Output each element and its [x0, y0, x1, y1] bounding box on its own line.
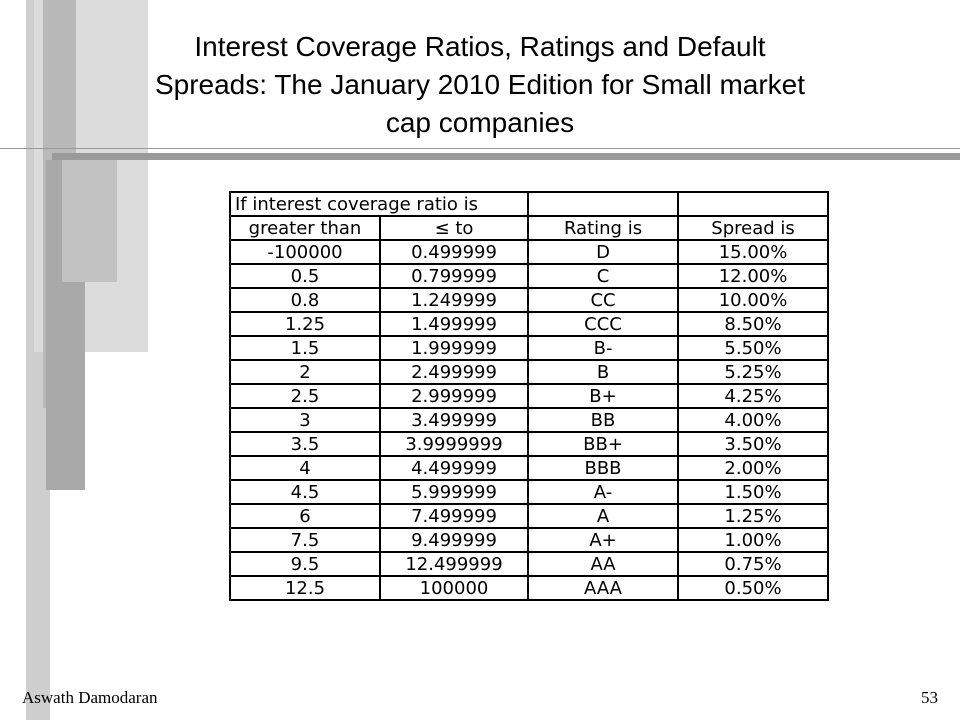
table-cell-gt: 0.5	[230, 264, 380, 288]
table-cell-le: 0.799999	[380, 264, 528, 288]
table-cell-le: 1.999999	[380, 336, 528, 360]
title-line: cap companies	[385, 107, 575, 138]
table-cell-gt: 9.5	[230, 552, 380, 576]
table-row	[230, 312, 828, 336]
table-cell-le: 0.499999	[380, 240, 528, 264]
table-cell-le: 9.499999	[380, 528, 528, 552]
table-row	[230, 408, 828, 432]
table-cell-spread: 1.00%	[678, 528, 828, 552]
table-cell-le: 5.999999	[380, 480, 528, 504]
table-cell-gt: 2	[230, 360, 380, 384]
table-row	[230, 528, 828, 552]
table-cell-spread: 2.00%	[678, 456, 828, 480]
table-cell-gt: 0.8	[230, 288, 380, 312]
table-cell-rating: BB+	[528, 432, 678, 456]
table-cell-le: 3.499999	[380, 408, 528, 432]
page-number: 53	[921, 688, 938, 707]
table-cell-spread: 10.00%	[678, 288, 828, 312]
table-cell-spread: 15.00%	[678, 240, 828, 264]
table-cell-gt: 12.5	[230, 576, 380, 600]
table-cell-gt: 1.25	[230, 312, 380, 336]
table-cell-gt: -100000	[230, 240, 380, 264]
table-cell-spread: 4.00%	[678, 408, 828, 432]
table-row	[230, 552, 828, 576]
table-cell-le: 2.499999	[380, 360, 528, 384]
table-cell-rating: A	[528, 504, 678, 528]
header-cell	[528, 192, 678, 216]
table-header-row	[230, 192, 828, 216]
header-cell: ≤ to	[380, 216, 528, 240]
table-cell-rating: D	[528, 240, 678, 264]
title-divider-thick	[52, 153, 960, 160]
table-cell-rating: A-	[528, 480, 678, 504]
table-cell-rating: CCC	[528, 312, 678, 336]
table-cell-gt: 4	[230, 456, 380, 480]
table-cell-le: 3.9999999	[380, 432, 528, 456]
table-cell-le: 2.999999	[380, 384, 528, 408]
table-cell-rating: A+	[528, 528, 678, 552]
table-cell-gt: 4.5	[230, 480, 380, 504]
footer-author: Aswath Damodaran	[22, 688, 158, 707]
table-cell-spread: 8.50%	[678, 312, 828, 336]
table-cell-le: 4.499999	[380, 456, 528, 480]
table-cell-rating: AA	[528, 552, 678, 576]
table-cell-le: 1.249999	[380, 288, 528, 312]
table-cell-rating: C	[528, 264, 678, 288]
table-cell-spread: 3.50%	[678, 432, 828, 456]
header-cell	[678, 192, 828, 216]
table-row	[230, 288, 828, 312]
table-cell-spread: 5.50%	[678, 336, 828, 360]
table-cell-rating: B+	[528, 384, 678, 408]
table-cell-spread: 0.50%	[678, 576, 828, 600]
table-cell-le: 1.499999	[380, 312, 528, 336]
decor-bar	[62, 160, 117, 282]
header-cell: greater than	[230, 216, 380, 240]
table-row	[230, 384, 828, 408]
table-row	[230, 456, 828, 480]
table-cell-le: 12.499999	[380, 552, 528, 576]
title-line: Interest Coverage Ratios, Ratings and Default	[194, 31, 766, 62]
table-cell-gt: 3	[230, 408, 380, 432]
table-cell-rating: BB	[528, 408, 678, 432]
table-cell-rating: B	[528, 360, 678, 384]
table-cell-gt: 6	[230, 504, 380, 528]
table-cell-spread: 1.50%	[678, 480, 828, 504]
table-cell-le: 100000	[380, 576, 528, 600]
table-cell-rating: BBB	[528, 456, 678, 480]
table-row	[230, 576, 828, 600]
table-cell-rating: CC	[528, 288, 678, 312]
table-row	[230, 240, 828, 264]
table-cell-le: 7.499999	[380, 504, 528, 528]
table-row	[230, 336, 828, 360]
table-cell-rating: AAA	[528, 576, 678, 600]
table-cell-gt: 3.5	[230, 432, 380, 456]
table-row	[230, 264, 828, 288]
title-line: Spreads: The January 2010 Edition for Small market	[154, 69, 806, 100]
table-row	[230, 504, 828, 528]
coverage-rating-table	[229, 191, 829, 601]
table-cell-spread: 1.25%	[678, 504, 828, 528]
table-row	[230, 360, 828, 384]
table-cell-spread: 12.00%	[678, 264, 828, 288]
header-cell: Spread is	[678, 216, 828, 240]
header-cell: If interest coverage ratio is	[230, 192, 528, 216]
table-cell-rating: B-	[528, 336, 678, 360]
title-divider	[0, 148, 960, 149]
table-row	[230, 480, 828, 504]
table-header-row	[230, 216, 828, 240]
header-cell: Rating is	[528, 216, 678, 240]
table-cell-spread: 5.25%	[678, 360, 828, 384]
table-cell-gt: 7.5	[230, 528, 380, 552]
table-row	[230, 432, 828, 456]
table-cell-spread: 4.25%	[678, 384, 828, 408]
slide-title	[80, 28, 880, 142]
table-cell-gt: 2.5	[230, 384, 380, 408]
table-cell-gt: 1.5	[230, 336, 380, 360]
table-cell-spread: 0.75%	[678, 552, 828, 576]
